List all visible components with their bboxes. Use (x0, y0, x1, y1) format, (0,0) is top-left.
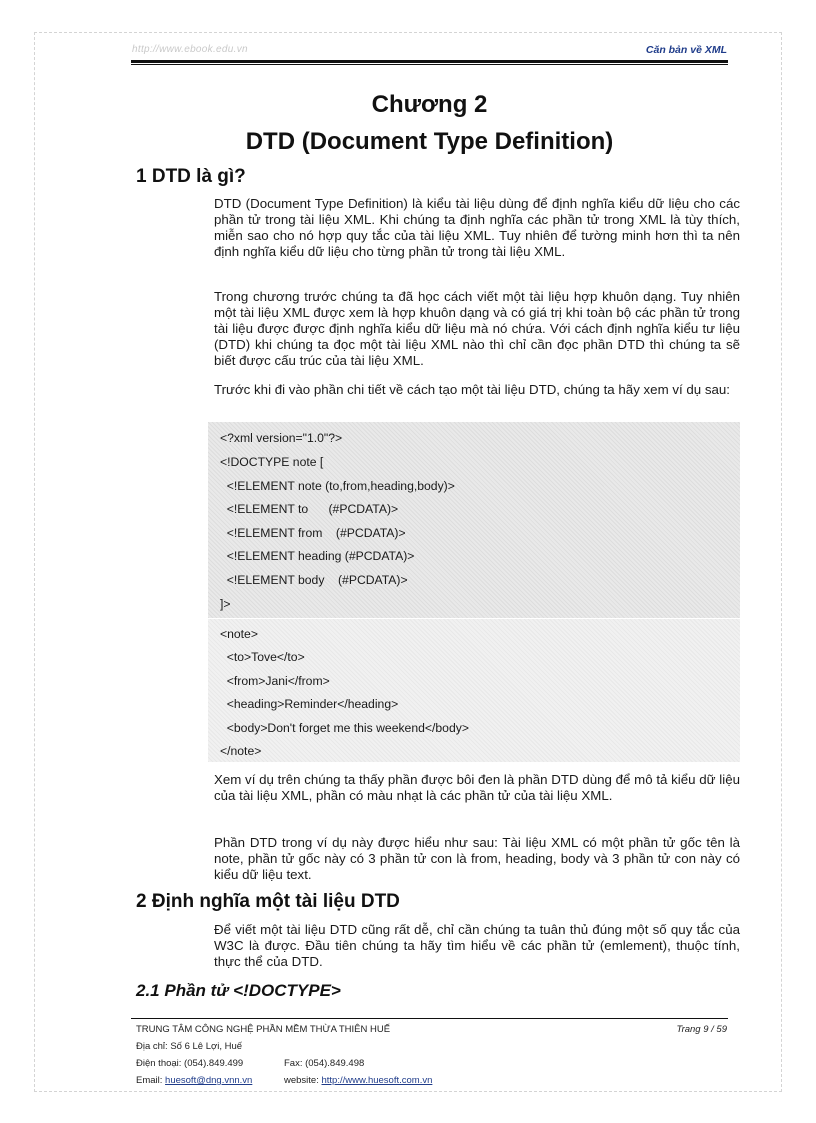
section2-heading: 2 Định nghĩa một tài liệu DTD (136, 891, 400, 912)
footer-fax: Fax: (054).849.498 (284, 1058, 365, 1069)
code-line: <to>Tove</to> (220, 650, 305, 664)
footer-website-row (284, 1075, 432, 1086)
code-line: </note> (220, 744, 262, 758)
section1-paragraph-2: Trong chương trước chúng ta đã học cách viết một tài liệu hợp khuôn dạng. Tuy nhiên một tài liệu XML được xem là hợp khuôn dạng và có giá trị khi toàn bộ các phần tử trong tài liệu được được định nghĩa kiểu dữ liệu mà nó chứa. Với cách định nghĩa kiểu tư liệu (DTD) khi chúng ta đọc một tài liệu XML nào thì chỉ cần đọc phần DTD thì chúng ta sẽ biết được cấu trúc của tài liệu XML. (214, 289, 740, 368)
code-line: <!ELEMENT note (to,from,heading,body)> (220, 479, 455, 493)
code-line: <?xml version="1.0"?> (220, 431, 343, 445)
section1-heading: 1 DTD là gì? (136, 166, 246, 187)
chapter-title: DTD (Document Type Definition) (245, 128, 614, 155)
code-line: <!ELEMENT from (#PCDATA)> (220, 526, 406, 540)
footer-email-label: Email: (136, 1075, 166, 1086)
code-line: <from>Jani</from> (220, 674, 330, 688)
code-block-xml (208, 619, 740, 762)
section1-paragraph-1: DTD (Document Type Definition) là kiểu tài liệu dùng để định nghĩa kiểu dữ liệu cho các phần tử trong tài liệu XML. Khi chúng ta định nghĩa các phần tử trong XML là tùy thích, miễn sao cho nó hợp quy tắc của tài liệu XML. Tuy nhiên để tường minh hơn thì ta nên định nghĩa kiểu dữ liệu cho từng phần tử trong tài liệu XML. (214, 196, 740, 259)
code-line: <heading>Reminder</heading> (220, 697, 399, 711)
code-line: <body>Don't forget me this weekend</body> (220, 721, 469, 735)
section1-paragraph-4: Xem ví dụ trên chúng ta thấy phần được bôi đen là phần DTD dùng để mô tả kiểu dữ liệu của tài liệu XML, phần có màu nhạt là các phần tử của tài liệu XML. (214, 772, 740, 803)
subsection-heading: 2.1 Phần tử <!DOCTYPE> (136, 981, 341, 1000)
section1-paragraph-3: Trước khi đi vào phần chi tiết về cách tạo một tài liệu DTD, chúng ta hãy xem ví dụ sau: (214, 382, 731, 397)
footer-email-link[interactable]: huesoft@dng.vnn.vn (165, 1075, 253, 1086)
section1-paragraph-5: Phần DTD trong ví dụ này được hiểu như sau: Tài liệu XML có một phần tử gốc tên là note, phần tử gốc này có 3 phần tử con là from, heading, body và 3 phần tử con này có kiểu dữ liệu text. (214, 835, 740, 882)
footer-rule (131, 1018, 728, 1019)
footer-website-label: website: (284, 1075, 322, 1086)
header-title: Căn bản về XML (645, 44, 727, 56)
header-rule (131, 60, 728, 63)
chapter-number: Chương 2 (371, 91, 488, 118)
code-line: <!ELEMENT heading (#PCDATA)> (220, 549, 415, 563)
code-line: <!ELEMENT to (#PCDATA)> (220, 502, 399, 516)
code-line: <!ELEMENT body (#PCDATA)> (220, 573, 408, 587)
footer-page-number: Trang 9 / 59 (676, 1024, 727, 1035)
code-block-dtd (208, 422, 740, 618)
code-line: <note> (220, 627, 258, 641)
code-line: <!DOCTYPE note [ (220, 455, 324, 469)
header-rule-thin (131, 64, 728, 65)
footer-phone: Điện thoại: (054).849.499 (136, 1058, 244, 1069)
footer-address: Địa chỉ: Số 6 Lê Lợi, Huế (136, 1041, 243, 1052)
footer-website-link[interactable]: http://www.huesoft.com.vn (321, 1075, 433, 1086)
footer-org: TRUNG TÂM CÔNG NGHỆ PHẦN MỀM THỪA THIÊN HUẾ (136, 1024, 391, 1035)
footer-email-row (136, 1075, 252, 1086)
section2-paragraph-1: Để viết một tài liệu DTD cũng rất dễ, chỉ cần chúng ta tuân thủ đúng một số quy tắc của W3C là được. Đầu tiên chúng ta hãy tìm hiểu về các phần tử (emlement), thuộc tính, thực thể của DTD. (214, 922, 740, 969)
header-url: http://www.ebook.edu.vn (132, 44, 248, 55)
code-line: ]> (220, 597, 231, 611)
